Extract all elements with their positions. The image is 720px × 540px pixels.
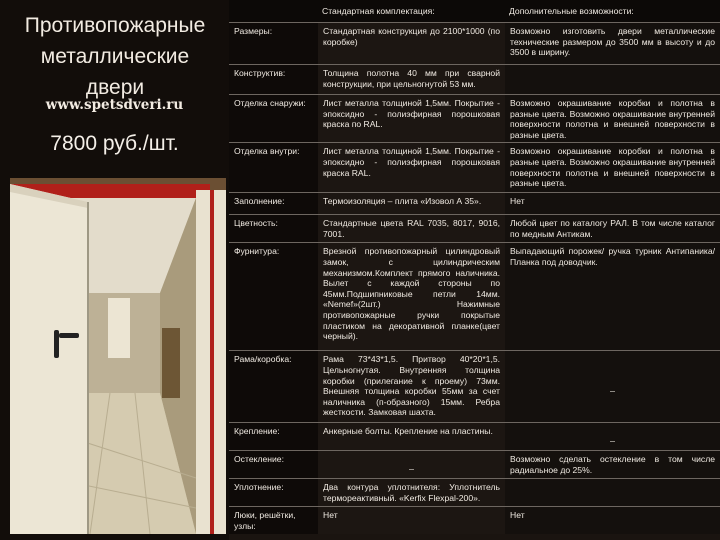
row-label: Люки, решётки, узлы: (229, 507, 318, 534)
row-label: Заполнение: (229, 193, 318, 215)
row-extra: Возможно сделать остекление в том числе радиальное до 25%. (505, 451, 720, 479)
row-standard: Лист металла толщиной 1,5мм. Покрытие - эпоксидно - полиэфирная порошковая краска RAL. (318, 143, 505, 193)
row-standard: Термоизоляция – плита «Изовол А 35». (318, 193, 505, 215)
row-extra: Возможно изготовить двери металлические технические размером до 3500 мм в высоту и до 3500 в ширину. (505, 23, 720, 65)
table-row (229, 243, 720, 351)
table-row (229, 479, 720, 507)
table-header-row (229, 0, 720, 23)
row-extra: _ (505, 351, 720, 423)
row-standard: Стандартные цвета RAL 7035, 8017, 9016, 7001. (318, 215, 505, 243)
table-row (229, 65, 720, 95)
left-panel (0, 0, 229, 540)
row-label: Конструктив: (229, 65, 318, 95)
title-line-3: двери (85, 76, 145, 99)
table-row (229, 351, 720, 423)
specs-table-wrapper (229, 0, 720, 540)
row-label: Отделка снаружи: (229, 95, 318, 143)
header-standard: Стандартная комплектация: (318, 0, 505, 23)
title-line-2: металлические (40, 45, 190, 68)
row-label: Крепление: (229, 423, 318, 451)
row-extra (505, 479, 720, 507)
website-text: www.spetsdveri.ru (45, 97, 184, 113)
table-row (229, 143, 720, 193)
row-extra: Возможно окрашивание коробки и полотна в разные цвета. Возможно окрашивание внутренней поверхности полотна и внешней поверхности в разные цвета. (505, 95, 720, 143)
row-label: Цветность: (229, 215, 318, 243)
table-row (229, 507, 720, 534)
row-extra: Нет (505, 507, 720, 534)
page-title (6, 10, 224, 103)
row-label: Уплотнение: (229, 479, 318, 507)
row-extra: _ (505, 423, 720, 451)
header-extra: Дополнительные возможности: (505, 0, 720, 23)
row-extra: Возможно окрашивание коробки и полотна в разные цвета. Возможно окрашивание внутренней поверхности полотна и внешней поверхности в разные цвета. (505, 143, 720, 193)
price-text: 7800 руб./шт. (50, 132, 179, 155)
table-row (229, 215, 720, 243)
row-standard: Нет (318, 507, 505, 534)
row-standard: Анкерные болты. Крепление на пластины. (318, 423, 505, 451)
table-row (229, 95, 720, 143)
row-extra: Нет (505, 193, 720, 215)
door-photo-illustration (10, 178, 226, 534)
row-standard: Стандартная конструкция до 2100*1000 (по коробке) (318, 23, 505, 65)
specs-table (229, 0, 720, 534)
row-standard: Лист металла толщиной 1,5мм. Покрытие - эпоксидно - полиэфирная порошковая краска по RAL. (318, 95, 505, 143)
door-photo (10, 178, 226, 534)
header-empty (229, 0, 318, 23)
row-standard: _ (318, 451, 505, 479)
row-standard: Толщина полотна 40 мм при сварной конструкции, при цельногнутой 53 мм. (318, 65, 505, 95)
table-row (229, 423, 720, 451)
row-extra (505, 65, 720, 95)
row-extra: Любой цвет по каталогу РАЛ. В том числе каталог по медным Антикам. (505, 215, 720, 243)
table-row (229, 23, 720, 65)
row-label: Размеры: (229, 23, 318, 65)
row-standard: Два контура уплотнителя: Уплотнитель термореактивный. «Kerfix Flexpal-200». (318, 479, 505, 507)
row-label: Фурнитура: (229, 243, 318, 351)
row-standard: Врезной противопожарный цилиндровый замок, с цилиндрическим механизмом.Комплект прямого наличника. Вылет с каждой стороны по 45мм.Подшипниковые петли 14мм. «Nemef»(2шт.) Нажимные противопожарные ручки покрытые пластиком на декоративной планке(цвет черный). (318, 243, 505, 351)
table-row (229, 451, 720, 479)
row-label: Отделка внутри: (229, 143, 318, 193)
row-extra: Выпадающий порожек/ ручка турник Антипаника/ Планка под доводчик. (505, 243, 720, 351)
table-row (229, 193, 720, 215)
row-standard: Рама 73*43*1,5. Притвор 40*20*1,5. Цельногнутая. Внутренняя толщина коробки (прилегание к проему) 73мм. Внешняя толщина коробки 55мм за счет наличника (п-образного) 15мм. Ребра жесткости. Замковая шахта. (318, 351, 505, 423)
row-label: Рама/коробка: (229, 351, 318, 423)
title-line-1: Противопожарные (24, 14, 206, 37)
row-label: Остекление: (229, 451, 318, 479)
